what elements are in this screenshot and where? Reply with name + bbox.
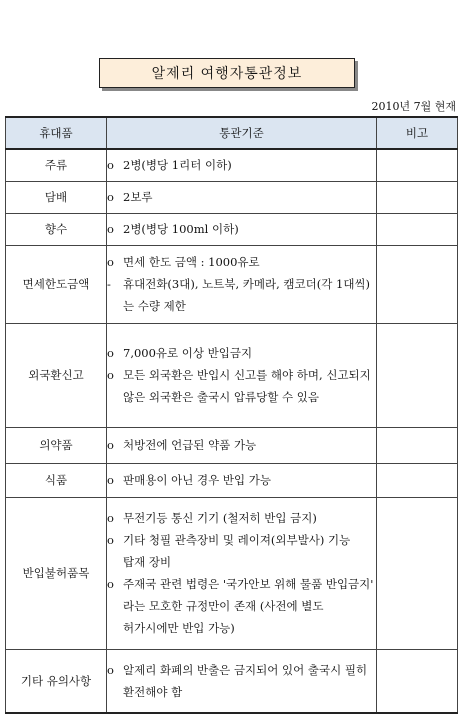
standard-cell: ο 2병(병당 1리터 이하) [107,149,377,181]
remark-cell [377,427,458,463]
bullet-icon: ο [107,662,114,677]
remark-cell [377,181,458,213]
item-cell: 식품 [6,463,107,497]
remark-cell [377,497,458,649]
standard-cell: ο 무전기등 통신 기기 (철저히 반입 금지) ο 기타 청필 관측장비 및 레이져(외부발사) 기능 탑재 장비 ο 주재국 관련 법령은 '국가안보 위해 물품 반입금지' 라는 모호한 규정만이 존재 (사전에 별도 허가시에만 반입 가능) [107,497,377,649]
item-cell: 주류 [6,149,107,181]
table-row [6,213,458,245]
item-cell: 면세한도금액 [6,245,107,323]
table-row [6,649,458,713]
header-remark: 비고 [377,117,458,149]
item-cell: 담배 [6,181,107,213]
item-cell: 향수 [6,213,107,245]
table-row [6,497,458,649]
bullet-icon: ο [107,533,114,547]
table-row [6,463,458,497]
table-row [6,149,458,181]
bullet-icon: ο [107,190,114,204]
remark-cell [377,149,458,181]
bullet-icon: ο [107,255,114,269]
standard-cell: ο 알제리 화폐의 반출은 금지되어 있어 출국시 필히 환전해야 함 [107,649,377,713]
table-row [6,245,458,323]
header-standard: 통관기준 [107,117,377,149]
table-header-row [6,117,458,149]
standard-cell: ο 7,000유로 이상 반입금지 ο 모든 외국환은 반입시 신고를 해야 하며, 신고되지 않은 외국환은 출국시 압류당할 수 있음 [107,323,377,427]
item-cell: 의약품 [6,427,107,463]
bullet-icon: ο [107,511,114,525]
standard-cell: ο 2병(병당 100ml 이하) [107,213,377,245]
bullet-icon: ο [107,368,114,382]
bullet-icon: ο [107,473,114,487]
as-of-date: 2010년 7월 현재 [371,100,456,113]
table-row [6,323,458,427]
table-row [6,181,458,213]
remark-cell [377,245,458,323]
item-cell: 기타 유의사항 [6,649,107,713]
remark-cell [377,213,458,245]
bullet-icon: ο [107,158,114,173]
standard-cell: ο 2보루 [107,181,377,213]
page-title: 알제리 여행자통관정보 [99,58,355,88]
remark-cell [377,323,458,427]
header-item: 휴대품 [6,117,107,149]
standard-cell: ο 처방전에 언급된 약품 가능 [107,427,377,463]
customs-table [5,116,458,714]
bullet-icon: ο [107,438,114,452]
bullet-icon: ο [107,222,114,236]
remark-cell [377,649,458,713]
remark-cell [377,463,458,497]
item-cell: 반입불허품목 [6,497,107,649]
standard-cell: ο 면세 한도 금액 : 1000유로 - 휴대전화(3대), 노트북, 카메라, 캠코더(각 1대씩)는 수량 제한 [107,245,377,323]
table-row [6,427,458,463]
bullet-icon: ο [107,346,114,360]
dash-icon: - [107,277,111,291]
standard-cell: ο 판매용이 아닌 경우 반입 가능 [107,463,377,497]
bullet-icon: ο [107,577,114,591]
item-cell: 외국환신고 [6,323,107,427]
